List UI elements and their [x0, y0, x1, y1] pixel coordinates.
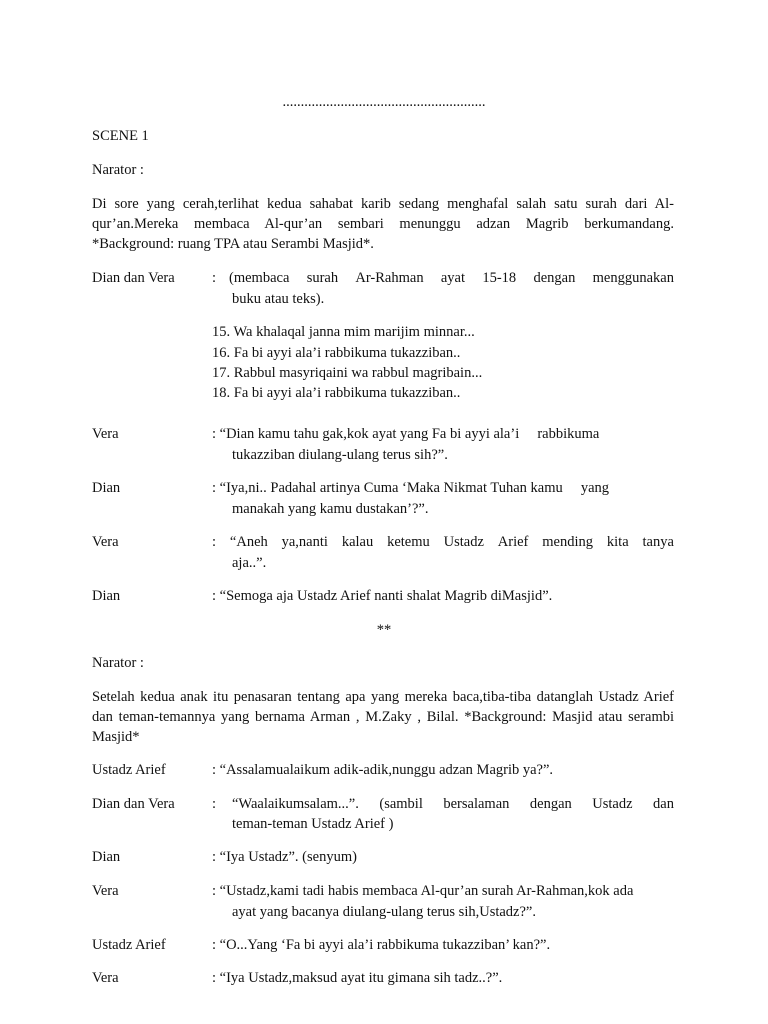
- dialogue-word: mending: [542, 534, 594, 550]
- dialogue-word: dengan: [533, 270, 576, 286]
- dialogue-colon: :: [212, 270, 217, 286]
- dialogue-word: (sambil: [379, 796, 423, 812]
- verse-line: 16. Fa bi ayyi ala’i rabbikuma tukazziban..: [212, 345, 461, 361]
- dialogue-word: dan: [653, 796, 674, 812]
- dialogue-word: surah: [306, 270, 339, 286]
- dialogue-line: : “O...Yang ‘Fa bi ayyi ala’i rabbikuma tukazziban’ kan?”.: [212, 937, 551, 953]
- dialogue-continuation: tukazziban diulang-ulang terus sih?”.: [232, 447, 448, 463]
- dialogue-word: “Waalaikumsalam...”.: [232, 796, 359, 812]
- speaker-label: Vera: [92, 883, 119, 899]
- speaker-label: Dian dan Vera: [92, 270, 175, 286]
- dialogue-colon: :: [212, 796, 217, 812]
- dialogue-line: [212, 532, 674, 552]
- speaker-label: Vera: [92, 426, 119, 442]
- dialogue-word: ketemu: [387, 534, 430, 550]
- dialogue-continuation: buku atau teks).: [232, 291, 325, 307]
- speaker-label: Ustadz Arief: [92, 937, 166, 953]
- dialogue-line: : “Iya Ustadz,maksud ayat itu gimana sih tadz..?”.: [212, 970, 503, 986]
- dialogue-word: Ar-Rahman: [355, 270, 424, 286]
- verse-line: 15. Wa khalaqal janna mim marijim minnar...: [212, 324, 475, 340]
- dialogue-word: (membaca: [229, 270, 290, 286]
- verse-line: 17. Rabbul masyriqaini wa rabbul magribain...: [212, 365, 483, 381]
- dialogue-word: ayat: [440, 270, 466, 286]
- dialogue-word: kalau: [341, 534, 374, 550]
- speaker-label: Vera: [92, 970, 119, 986]
- dialogue-word: Arief: [497, 534, 529, 550]
- scene-break: **: [376, 622, 392, 638]
- speaker-label: Ustadz Arief: [92, 762, 166, 778]
- dialogue-word: tanya: [642, 534, 674, 550]
- separator-line: ........................................................: [282, 94, 486, 110]
- dialogue-word: menggunakan: [592, 270, 674, 286]
- narration-paragraph: Di sore yang cerah,terlihat kedua sahabat karib sedang menghafal salah satu surah dari Al-qur’an.Mereka membaca Al-qur’an sembari menunggu adzan Magrib berkumandang. *Background: ruang TPA atau Serambi Masjid*.: [92, 196, 674, 252]
- speaker-label: Dian: [92, 480, 121, 496]
- dialogue-word: 15-18: [482, 270, 517, 286]
- dialogue-continuation: aja..”.: [232, 555, 267, 571]
- verse-line: 18. Fa bi ayyi ala’i rabbikuma tukazziban..: [212, 385, 461, 401]
- dialogue-word: bersalaman: [443, 796, 510, 812]
- speaker-label: Dian dan Vera: [92, 796, 175, 812]
- narration-paragraph: Setelah kedua anak itu penasaran tentang apa yang mereka baca,tiba-tiba datanglah Ustadz Arief dan teman-temannya yang bernama Arman , M.Zaky , Bilal. *Background: Masjid atau serambi Masjid*: [92, 689, 674, 745]
- speaker-label: Vera: [92, 534, 119, 550]
- dialogue-word: “Aneh: [229, 534, 268, 550]
- dialogue-line: [229, 268, 674, 288]
- dialogue-word: :: [212, 534, 217, 550]
- narrator-label: Narator :: [92, 162, 144, 178]
- speaker-label: Dian: [92, 588, 121, 604]
- dialogue-line: [232, 794, 674, 814]
- scene-title: SCENE 1: [92, 128, 149, 144]
- dialogue-line: : “Assalamualaikum adik-adik,nunggu adzan Magrib ya?”.: [212, 762, 554, 778]
- dialogue-continuation: ayat yang bacanya diulang-ulang terus sih,Ustadz?”.: [232, 904, 536, 920]
- dialogue-word: kita: [606, 534, 629, 550]
- dialogue-line: : “Semoga aja Ustadz Arief nanti shalat Magrib diMasjid”.: [212, 588, 553, 604]
- narrator-label: Narator :: [92, 655, 144, 671]
- dialogue-word: dengan: [529, 796, 572, 812]
- dialogue-word: Ustadz: [592, 796, 633, 812]
- dialogue-continuation: teman-teman Ustadz Arief ): [232, 816, 394, 832]
- dialogue-line: : “Ustadz,kami tadi habis membaca Al-qur’an surah Ar-Rahman,kok ada: [212, 883, 634, 899]
- dialogue-line: : “Iya Ustadz”. (senyum): [212, 849, 357, 865]
- dialogue-line: : “Iya,ni.. Padahal artinya Cuma ‘Maka Nikmat Tuhan kamu yang: [212, 480, 610, 496]
- dialogue-continuation: manakah yang kamu dustakan’?”.: [232, 501, 429, 517]
- dialogue-word: ya,nanti: [281, 534, 328, 550]
- speaker-label: Dian: [92, 849, 121, 865]
- dialogue-line: : “Dian kamu tahu gak,kok ayat yang Fa bi ayyi ala’i rabbikuma: [212, 426, 600, 442]
- dialogue-word: Ustadz: [443, 534, 484, 550]
